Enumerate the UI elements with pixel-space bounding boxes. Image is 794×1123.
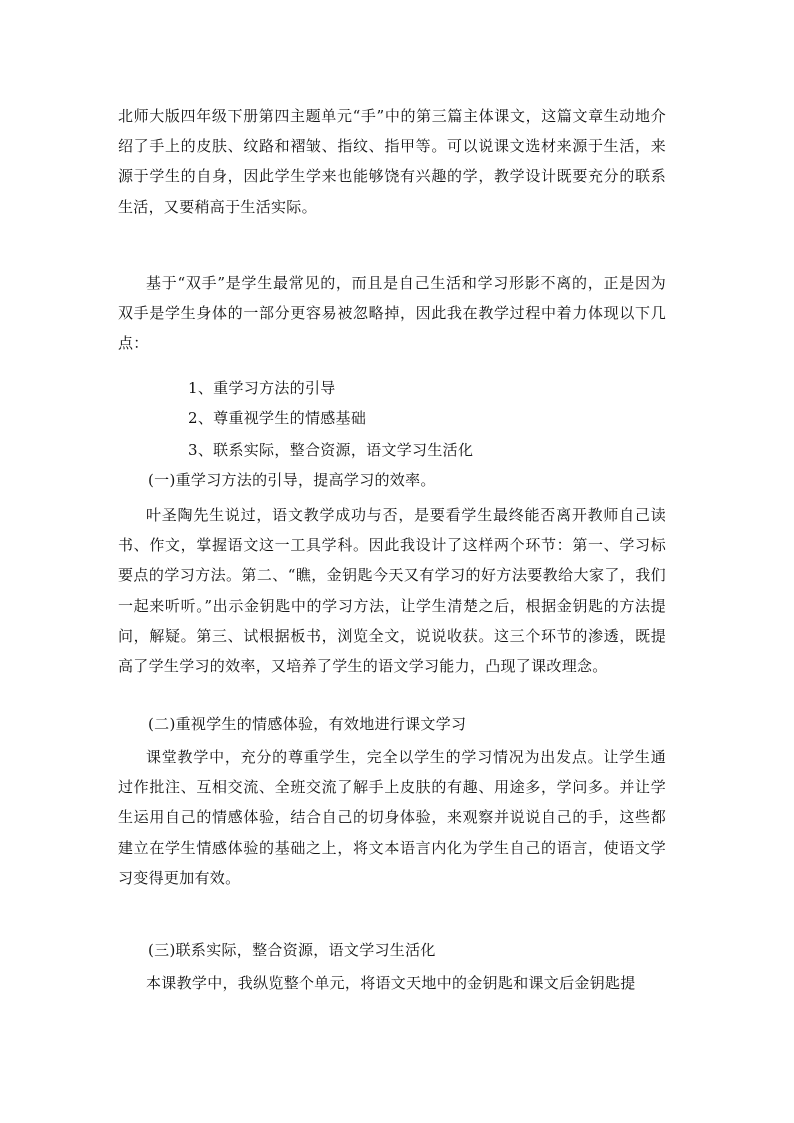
section-1-paragraph: 叶圣陶先生说过，语文教学成功与否，是要看学生最终能否离开教师自己读书、作文，掌握语文这一工具学科。因此我设计了这样两个环节：第一、学习标要点的学习方法。第二、“瞧，金钥匙今天又有学习的好方法要教给大家了，我们一起来听听。”出示金钥匙中的学习方法，让学生清楚之后，根据金钥匙的方法提问，解疑。第三、试根据板书，浏览全文，说说收获。这三个环节的渗透，既提高了学生学习的效率，又培养了学生的语文学习能力，凸现了课改理念。 [118,506,666,676]
section-heading-3: (三)联系实际，整合资源，语文学习生活化 [148,941,436,959]
section-heading-2: (二)重视学生的情感体验，有效地进行课文学习 [148,715,467,733]
basis-paragraph: 基于“双手”是学生最常见的，而且是自己生活和学习形影不离的，正是因为双手是学生身体的一部分更容易被忽略掉，因此我在教学过程中着力体现以下几点： [118,274,666,353]
section-heading-1: (一)重学习方法的引导，提高学习的效率。 [148,471,436,489]
list-item: 2、尊重视学生的情感基础 [188,409,367,427]
list-item: 1、重学习方法的引导 [188,379,336,397]
intro-paragraph: 北师大版四年级下册第四主题单元“手”中的第三篇主体课文，这篇文章生动地介绍了手上的皮肤、纹路和褶皱、指纹、指甲等。可以说课文选材来源于生活，来源于学生的自身，因此学生学来也能够饶有兴趣的学，教学设计既要充分的联系生活，又要稍高于生活实际。 [118,107,666,216]
list-item: 3、联系实际，整合资源，语文学习生活化 [188,441,474,459]
section-2-paragraph: 课堂教学中，充分的尊重学生，完全以学生的学习情况为出发点。让学生通过作批注、互相交流、全班交流了解手上皮肤的有趣、用途多，学问多。并让学生运用自己的情感体验，结合自己的切身体验，来观察并说说自己的手，这些都建立在学生情感体验的基础之上，将文本语言内化为学生自己的语言，使语文学习变得更加有效。 [118,748,666,887]
section-3-paragraph: 本课教学中，我纵览整个单元，将语文天地中的金钥匙和课文后金钥匙提 [146,974,636,992]
